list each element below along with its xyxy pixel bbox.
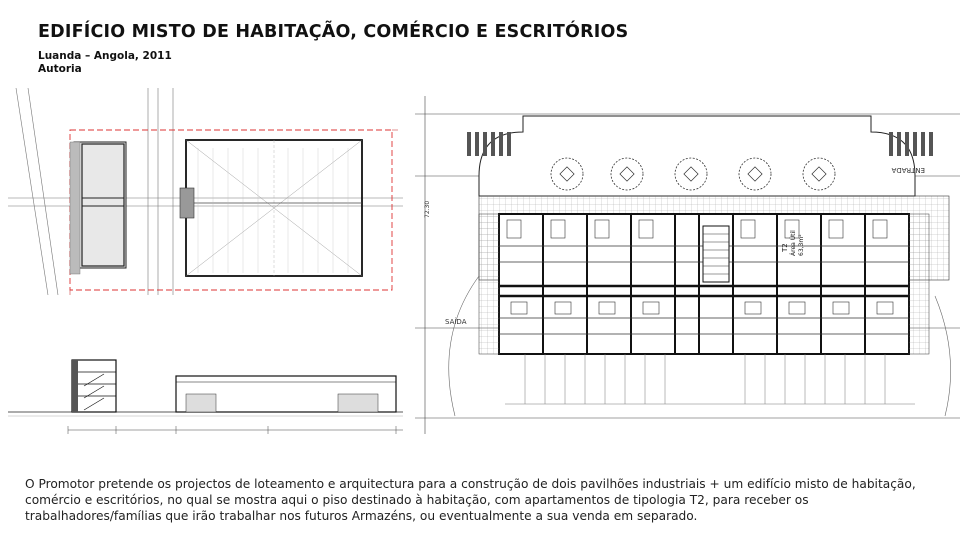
project-description: O Promotor pretende os projectos de loteamento e arquitectura para a construção de dois pavilhões industriais + um edifício misto de habitação, comércio e escritórios, no qual se mostra aqui o piso destinado à habitação, com apartamentos de tipologia T2, para receber os trabalhadores/famílias que irão trabalhar nos futuros Armazéns, ou eventualmente a sua venda em separado. — [25, 477, 916, 523]
area-label: Área Útil — [790, 230, 797, 256]
area-value: 63,3m² — [798, 234, 805, 256]
project-credit: Autoria — [38, 63, 82, 75]
level-label: 72.30 — [424, 200, 431, 218]
floor-plan-drawing — [415, 96, 960, 434]
section-drawing — [8, 352, 403, 440]
unit-type-label: T2 — [781, 243, 789, 252]
page-title: EDIFÍCIO MISTO DE HABITAÇÃO, COMÉRCIO E ESCRITÓRIOS — [38, 22, 629, 42]
exit-label: SAÍDA — [445, 318, 467, 326]
entrance-label: ENTRADA — [891, 166, 925, 174]
project-location: Luanda – Angola, 2011 — [38, 50, 172, 62]
site-plan-drawing — [8, 88, 403, 295]
